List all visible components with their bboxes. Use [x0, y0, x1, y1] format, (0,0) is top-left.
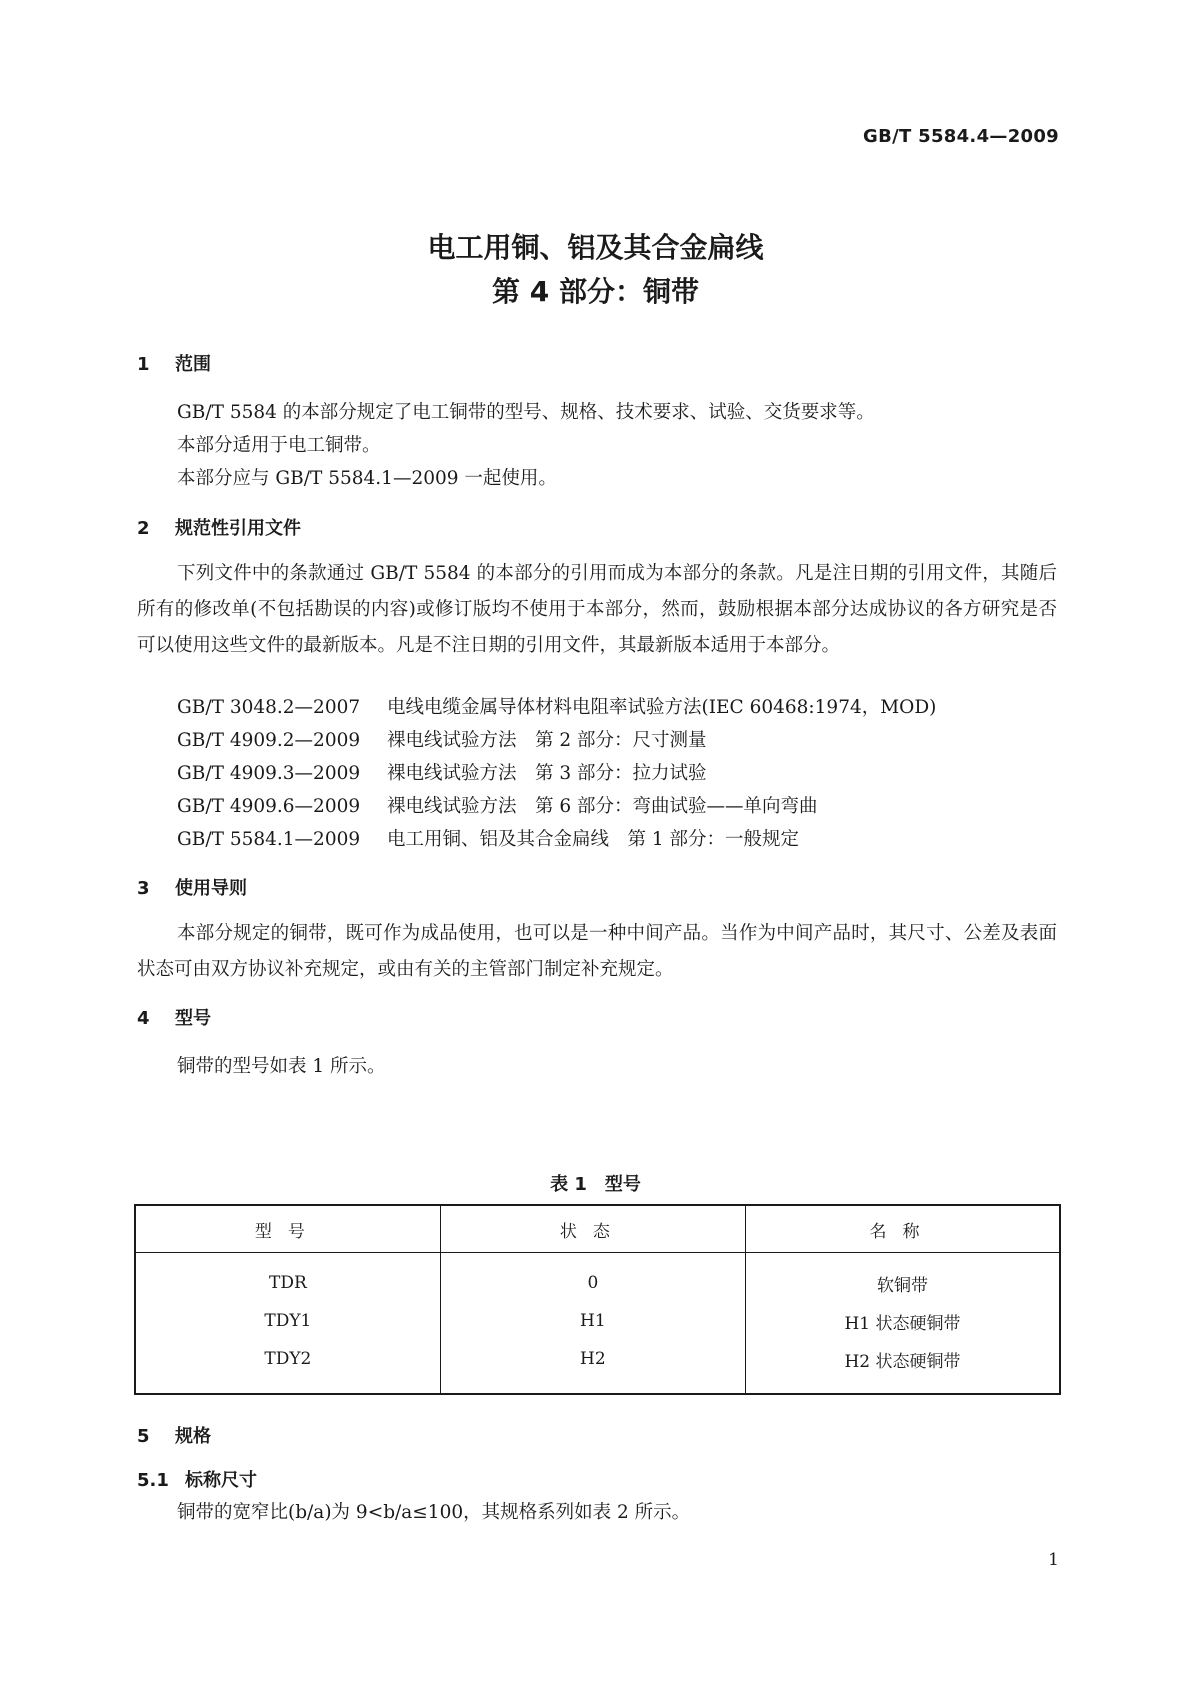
- paragraph: 铜带的型号如表 1 所示。: [177, 1056, 386, 1077]
- section-number: 1: [137, 354, 150, 375]
- paragraph: 本部分规定的铜带，既可作为成品使用，也可以是一种中间产品。当作为中间产品时，其尺寸、公差及表面状态可由双方协议补充规定，或由有关的主管部门制定补充规定。: [137, 923, 1057, 980]
- table-cell: H2 状态硬铜带: [746, 1340, 1061, 1394]
- reference-item: [177, 693, 936, 719]
- section-2-heading: [137, 514, 301, 540]
- table-header: 状态: [440, 1205, 745, 1253]
- section-number: 3: [137, 878, 150, 899]
- reference-item: [177, 726, 707, 752]
- section-title: 规格: [175, 1426, 211, 1447]
- table-cell: 软铜带: [746, 1253, 1061, 1303]
- reference-code: GB/T 5584.1—2009: [177, 829, 361, 850]
- section-title: 使用导则: [175, 878, 247, 899]
- section-3-heading: [137, 874, 247, 900]
- subsection-5-1-heading: [137, 1466, 257, 1492]
- reference-code: GB/T 3048.2—2007: [177, 697, 361, 718]
- reference-item: [177, 792, 818, 818]
- section-5-heading: [137, 1422, 211, 1448]
- paragraph: 本部分应与 GB/T 5584.1—2009 一起使用。: [177, 468, 557, 489]
- paragraph: 铜带的宽窄比(b/a)为 9<b/a≤100，其规格系列如表 2 所示。: [177, 1502, 691, 1523]
- section-4-heading: [137, 1004, 211, 1030]
- table-row: [135, 1302, 1060, 1340]
- title-line-2: 第 4 部分：铜带: [492, 275, 699, 308]
- document-title: [0, 226, 1191, 314]
- reference-code: GB/T 4909.3—2009: [177, 763, 361, 784]
- reference-title: 电线电缆金属导体材料电阻率试验方法(IEC 60468:1974，MOD): [387, 697, 937, 718]
- section-1-heading: [137, 350, 211, 376]
- section-number: 2: [137, 518, 150, 539]
- subsection-number: 5.1: [137, 1470, 169, 1491]
- table-row: [135, 1340, 1060, 1394]
- model-table: [134, 1204, 1061, 1395]
- paragraph: GB/T 5584 的本部分规定了电工铜带的型号、规格、技术要求、试验、交货要求等。: [177, 402, 875, 423]
- subsection-title: 标称尺寸: [185, 1470, 257, 1491]
- table-header-row: [135, 1205, 1060, 1253]
- table-cell: H1: [440, 1302, 745, 1340]
- section-title: 规范性引用文件: [175, 518, 301, 539]
- reference-item: [177, 759, 707, 785]
- table-cell: TDR: [268, 1273, 307, 1293]
- section-number: 5: [137, 1426, 150, 1447]
- table-header: 名称: [746, 1205, 1061, 1253]
- reference-title: 电工用铜、铝及其合金扁线 第 1 部分：一般规定: [387, 829, 800, 850]
- title-line-1: 电工用铜、铝及其合金扁线: [427, 231, 764, 264]
- table-cell: TDY2: [264, 1349, 312, 1369]
- reference-title: 裸电线试验方法 第 3 部分：拉力试验: [387, 763, 707, 784]
- reference-code: GB/T 4909.6—2009: [177, 796, 361, 817]
- reference-title: 裸电线试验方法 第 2 部分：尺寸测量: [387, 730, 707, 751]
- reference-item: [177, 825, 799, 851]
- page-number: 1: [1048, 1550, 1059, 1570]
- table-cell: TDY1: [264, 1311, 312, 1331]
- table-cell: H1 状态硬铜带: [746, 1302, 1061, 1340]
- table-cell: H2: [440, 1340, 745, 1394]
- table-row: [135, 1253, 1060, 1303]
- reference-title: 裸电线试验方法 第 6 部分：弯曲试验——单向弯曲: [387, 796, 818, 817]
- table-header: 型号: [135, 1205, 440, 1253]
- standard-code: GB/T 5584.4—2009: [863, 126, 1059, 147]
- section-title: 型号: [175, 1008, 211, 1029]
- paragraph: 下列文件中的条款通过 GB/T 5584 的本部分的引用而成为本部分的条款。凡是注日期的引用文件，其随后所有的修改单(不包括勘误的内容)或修订版均不使用于本部分，然而，鼓励根据本部分达成协议的各方研究是否可以使用这些文件的最新版本。凡是不注日期的引用文件，其最新版本适用于本部分。: [137, 563, 1057, 656]
- table-cell: 0: [440, 1253, 745, 1303]
- table-caption: 表 1 型号: [550, 1174, 641, 1195]
- section-title: 范围: [175, 354, 211, 375]
- reference-code: GB/T 4909.2—2009: [177, 730, 361, 751]
- paragraph: 本部分适用于电工铜带。: [177, 435, 381, 456]
- section-number: 4: [137, 1008, 150, 1029]
